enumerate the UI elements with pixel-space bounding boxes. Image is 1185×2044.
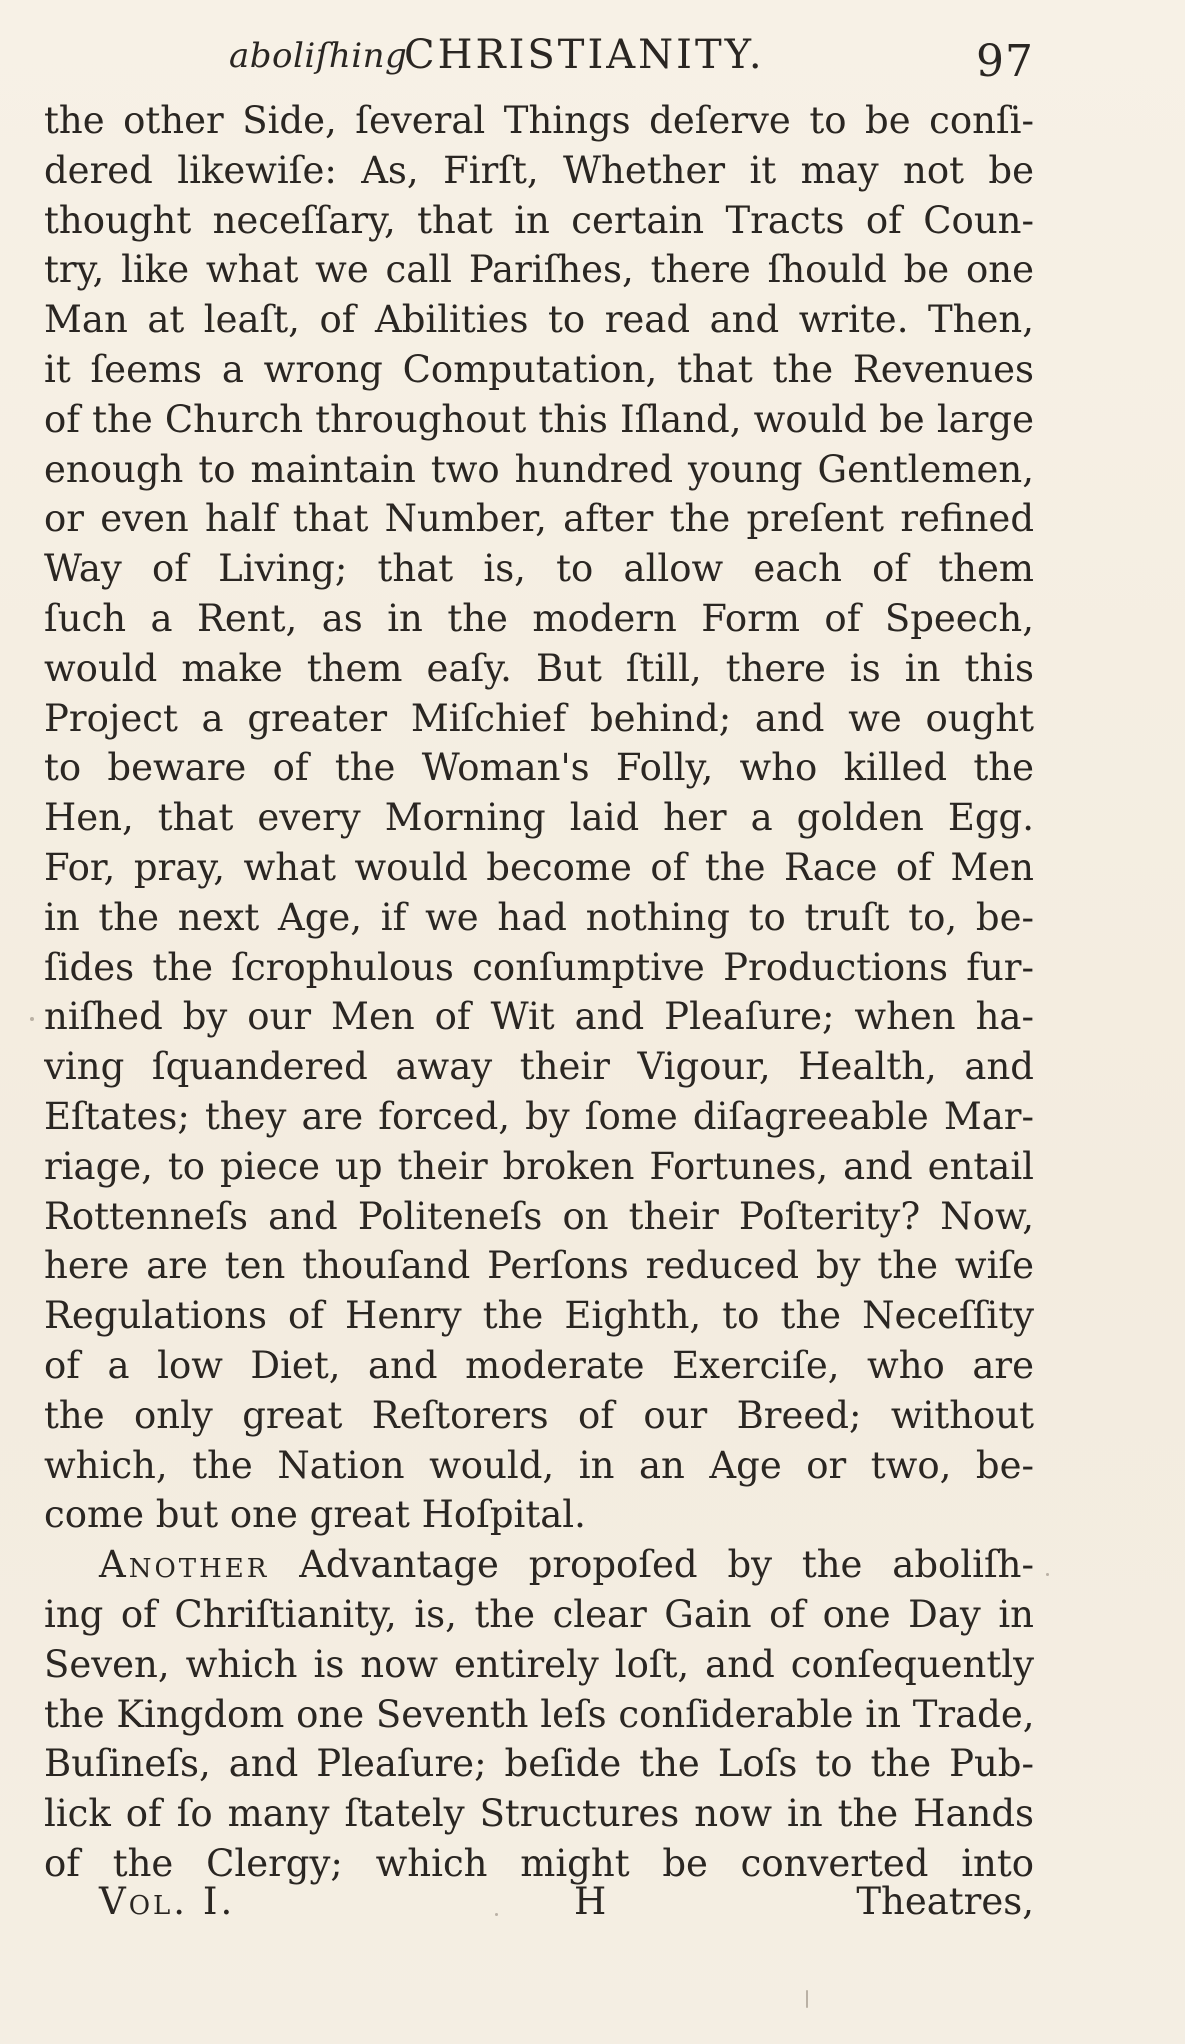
text-line: Buſineſs, and Pleaſure; beſide the Loſs to the Pub- — [44, 1742, 1034, 1786]
text-line: the other Side, ſeveral Things deſerve to be conſi- — [44, 99, 1034, 142]
text-line-fragment: Advantage propoſed by the aboliſh- — [269, 1543, 1034, 1587]
text-line: ving ſquandered away their Vigour, Health, and — [44, 1045, 1034, 1089]
text-line: dered likewiſe: As, Firſt, Whether it may not be — [44, 148, 1034, 192]
paragraph-lead-word: Another — [99, 1543, 270, 1587]
volume-label: Vol. I. — [99, 1880, 236, 1923]
text-line: Hen, that every Morning laid her a golden Egg. — [44, 796, 1034, 840]
text-line: Eſtates; they are forced, by ſome diſagreeable Mar- — [44, 1094, 1034, 1138]
text-line: Seven, which is now entirely loſt, and conſequently — [44, 1642, 1034, 1686]
text-line: try, like what we call Pariſhes, there ſhould be one — [44, 248, 1034, 292]
text-line: niſhed by our Men of Wit and Pleaſure; when ha- — [44, 995, 1034, 1039]
text-line: would make them eaſy. But ſtill, there is in this — [44, 646, 1034, 690]
text-line: ſides the ſcrophulous conſumptive Productions fur- — [44, 945, 1034, 989]
text-line: ſuch a Rent, as in the modern Form of Speech, — [44, 596, 1034, 640]
running-head-title: CHRISTIANITY. — [404, 32, 765, 78]
text-line: come but one great Hoſpital. — [44, 1493, 586, 1537]
catchword: Theatres, — [856, 1880, 1034, 1923]
text-line: in the next Age, if we had nothing to truſt to, be- — [44, 895, 1034, 939]
paper-speck — [30, 1017, 34, 1021]
paper-speck — [1046, 1573, 1049, 1576]
page-number: 97 — [976, 36, 1034, 87]
text-line: of the Clergy; which might be converted into — [44, 1841, 1034, 1885]
text-line: lick of ſo many ſtately Structures now in the Hands — [44, 1792, 1034, 1836]
text-line: Rottenneſs and Politeneſs on their Poſterity? Now, — [44, 1194, 1034, 1238]
paper-speck — [806, 1990, 808, 2008]
text-line: of the Church throughout this Iſland, would be large — [44, 397, 1034, 441]
text-line: which, the Nation would, in an Age or two, be- — [44, 1443, 1034, 1487]
text-line: thought neceſſary, that in certain Tracts of Coun- — [44, 198, 1034, 242]
text-line: For, pray, what would become of the Race of Men — [44, 845, 1034, 889]
text-line: it ſeems a wrong Computation, that the Revenues — [44, 347, 1034, 391]
text-line: enough to maintain two hundred young Gentlemen, — [44, 447, 1034, 491]
running-head-italic: aboliſhing — [229, 36, 408, 76]
running-header — [44, 32, 1034, 90]
signature-mark: H — [574, 1880, 607, 1923]
text-line: to beware of the Woman's Folly, who killed the — [44, 746, 1034, 790]
text-line: Project a greater Miſchief behind; and we ought — [44, 696, 1034, 740]
text-line: Way of Living; that is, to allow each of them — [44, 547, 1034, 591]
text-line: Man at leaſt, of Abilities to read and write. Then, — [44, 298, 1034, 342]
paper-speck — [495, 1913, 498, 1916]
text-line: the Kingdom one Seventh leſs conſiderable in Trade, — [44, 1692, 1034, 1736]
body-text — [44, 96, 1034, 1889]
text-line: ing of Chriſtianity, is, the clear Gain of one Day in — [44, 1592, 1034, 1636]
text-line: riage, to piece up their broken Fortunes, and entail — [44, 1144, 1034, 1188]
text-line: the only great Reſtorers of our Breed; without — [44, 1393, 1034, 1437]
text-line: or even half that Number, after the preſent refined — [44, 497, 1034, 541]
paragraph-opening-line — [44, 1540, 1034, 1590]
page-footer — [44, 1880, 1034, 1930]
text-line: of a low Diet, and moderate Exerciſe, who are — [44, 1343, 1034, 1387]
text-line: here are ten thouſand Perſons reduced by the wiſe — [44, 1244, 1034, 1288]
text-line: Regulations of Henry the Eighth, to the Neceſſity — [44, 1294, 1034, 1338]
